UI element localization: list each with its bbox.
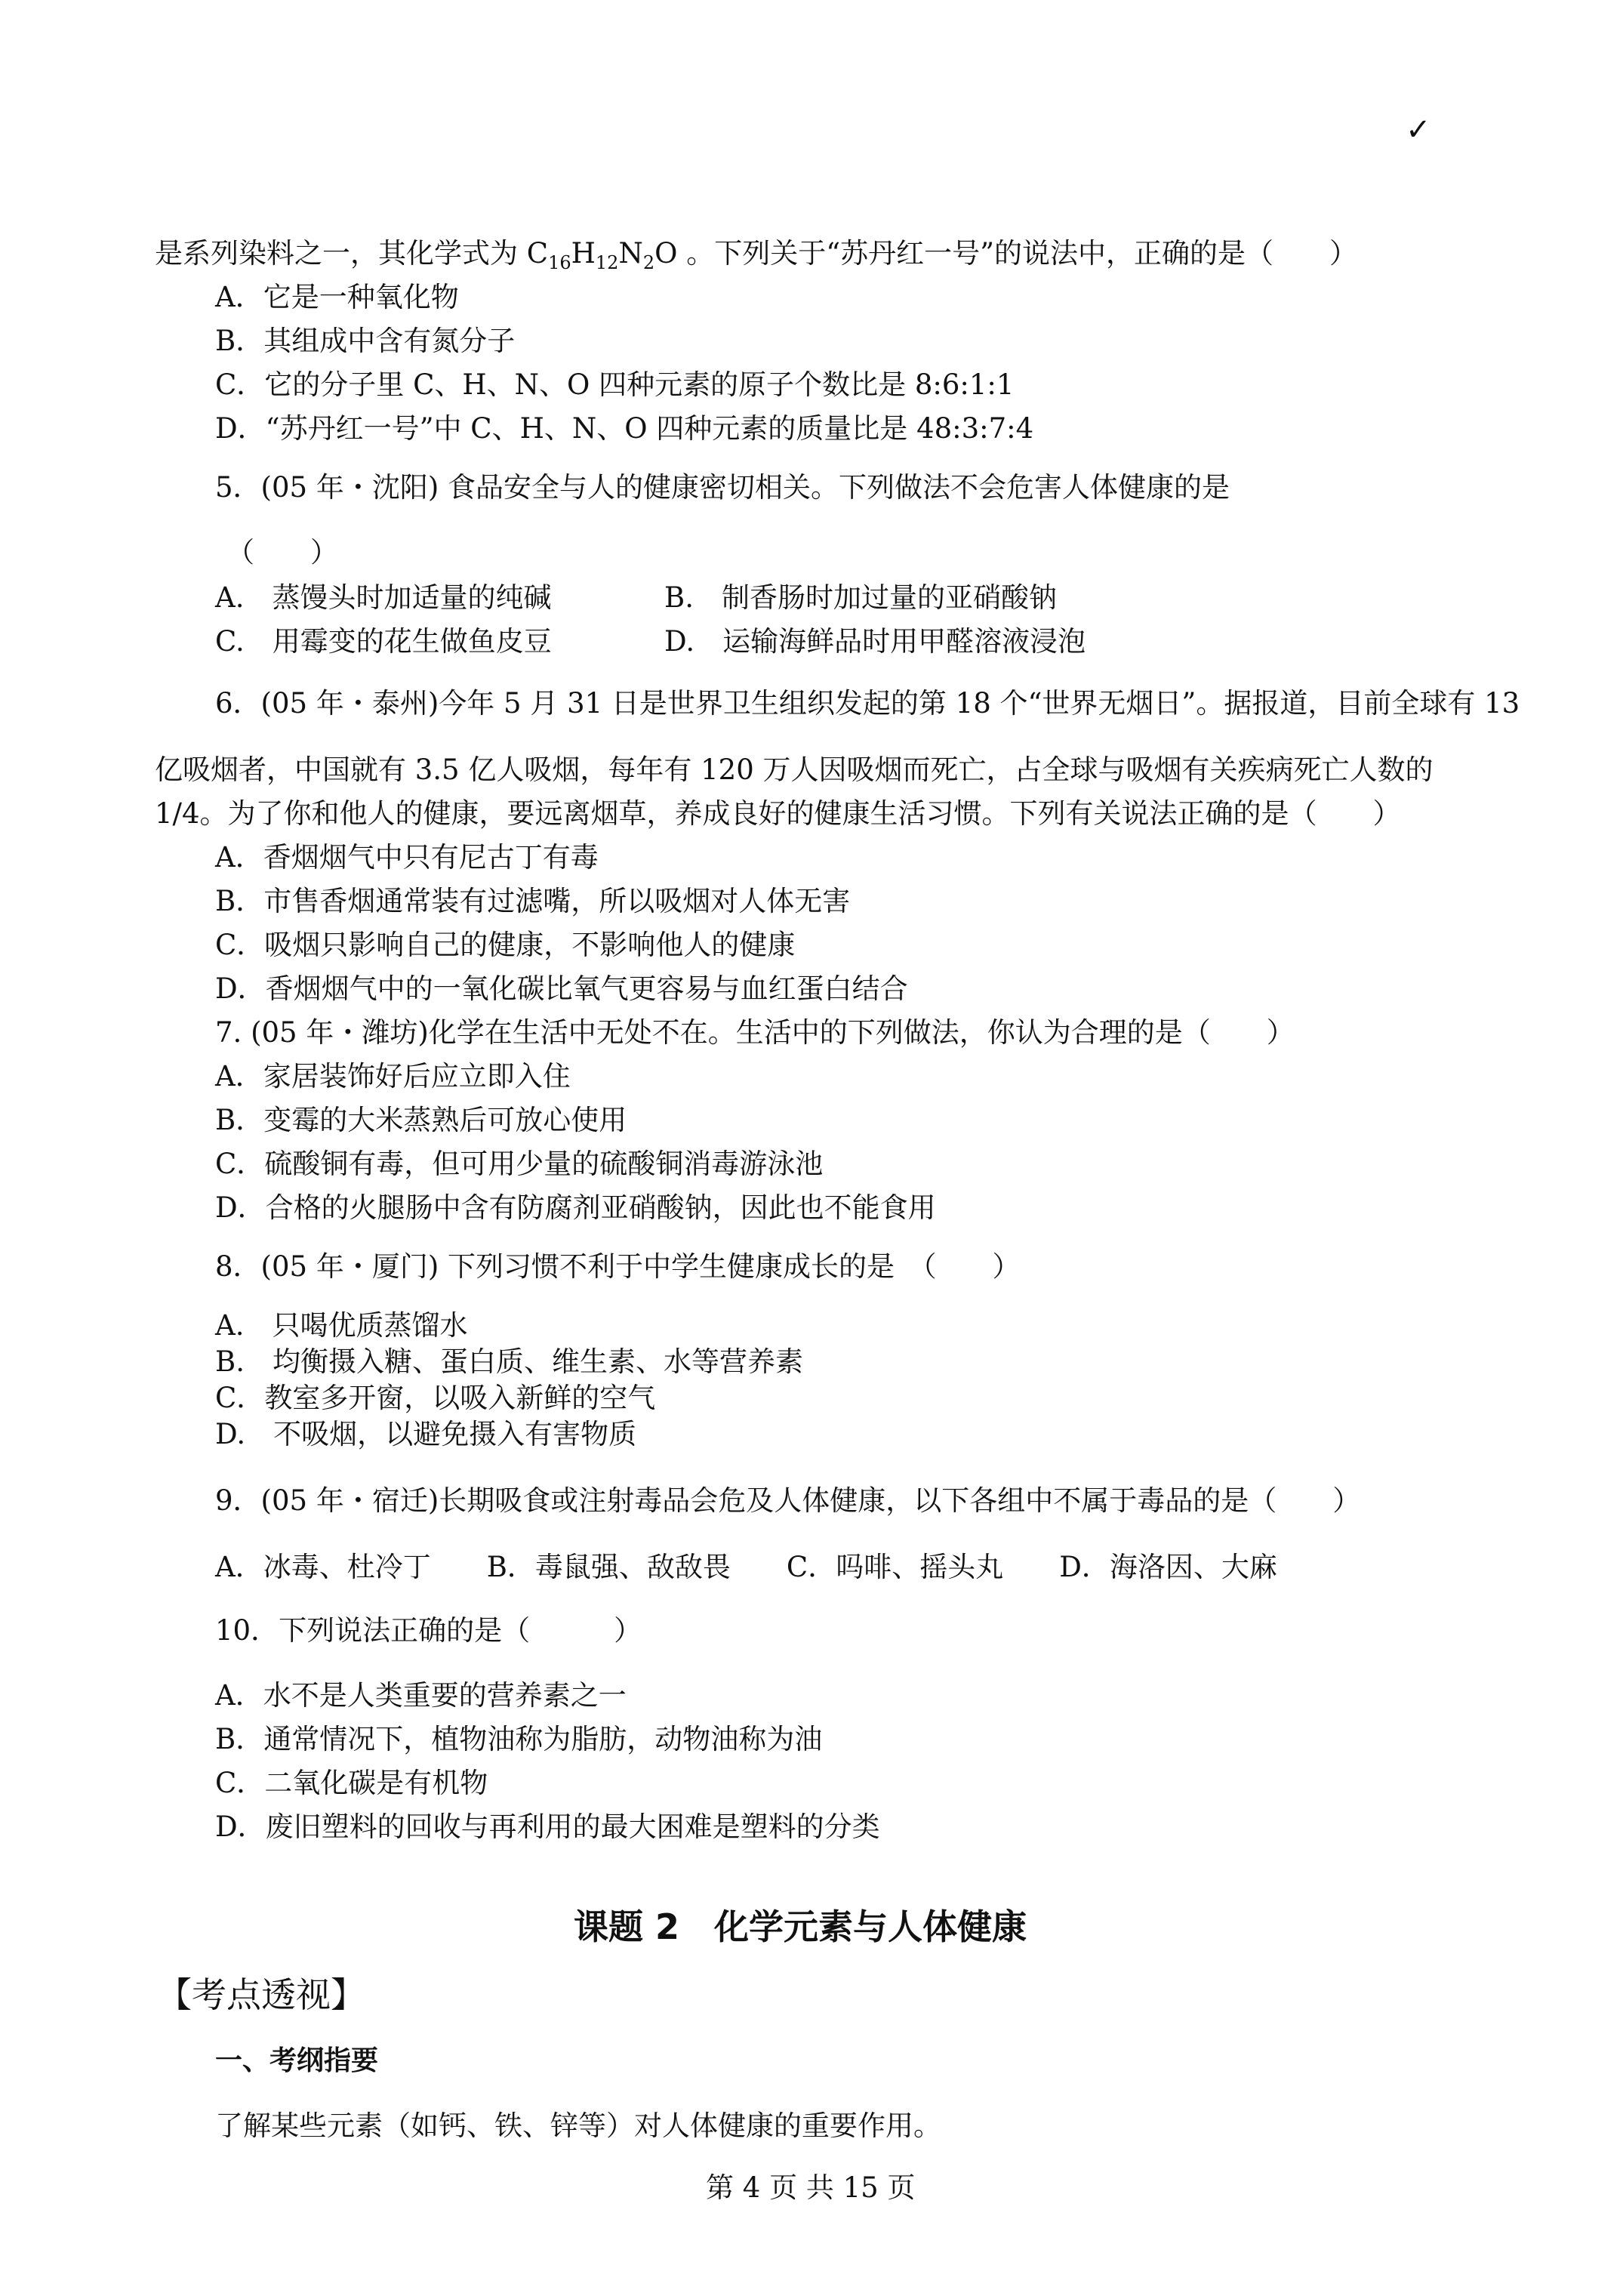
- q5-stem: 5．(05 年・沈阳) 食品安全与人的健康密切相关。下列做法不会危害人体健康的是: [215, 471, 1230, 504]
- q9-options: A．冰毒、杜冷丁 B．毒鼠强、敌敌畏 C．吗啡、摇头丸 D．海洛因、大麻: [215, 1551, 1277, 1583]
- q6-stem-line3: 1/4。为了你和他人的健康，要远离烟草，养成良好的健康生活习惯。下列有关说法正确的是（ ）: [155, 797, 1401, 830]
- q10-option-d: D．废旧塑料的回收与再利用的最大困难是塑料的分类: [215, 1811, 880, 1843]
- q5-option-c: C. 用霉变的花生做鱼皮豆: [215, 625, 552, 658]
- q7-option-b: B．变霉的大米蒸熟后可放心使用: [215, 1104, 627, 1136]
- q6-option-d: D．香烟烟气中的一氧化碳比氧气更容易与血红蛋白结合: [215, 972, 908, 1005]
- q8-option-b: B. 均衡摄入糖、蛋白质、维生素、水等营养素: [215, 1345, 803, 1378]
- q6-option-b: B．市售香烟通常装有过滤嘴，所以吸烟对人体无害: [215, 885, 851, 917]
- q8-option-c: C．教室多开窗，以吸入新鲜的空气: [215, 1382, 656, 1414]
- q6-stem-line1: 6．(05 年・泰州)今年 5 月 31 日是世界卫生组织发起的第 18 个“世界无烟日”。据报道，目前全球有 13: [215, 687, 1520, 720]
- lesson-body: 了解某些元素（如钙、铁、锌等）对人体健康的重要作用。: [215, 2110, 941, 2142]
- q6-option-a: A．香烟烟气中只有尼古丁有毒: [215, 841, 599, 874]
- q5-option-d: D. 运输海鲜品时用甲醛溶液浸泡: [664, 625, 1086, 658]
- q5-option-b: B. 制香肠时加过量的亚硝酸钠: [664, 581, 1057, 614]
- q7-option-a: A．家居装饰好后应立即入住: [215, 1060, 571, 1093]
- q10-option-a: A．水不是人类重要的营养素之一: [215, 1679, 627, 1712]
- q6-stem-line2: 亿吸烟者，中国就有 3.5 亿人吸烟，每年有 120 万人因吸烟而死亡，占全球与吸烟有关疾病死亡人数的: [155, 754, 1434, 786]
- q10-option-b: B．通常情况下，植物油称为脂肪，动物油称为油: [215, 1723, 823, 1755]
- q10-option-c: C．二氧化碳是有机物: [215, 1767, 488, 1799]
- q8-stem: 8．(05 年・厦门) 下列习惯不利于中学生健康成长的是 （ ）: [215, 1250, 1021, 1283]
- q7-stem: 7. (05 年・潍坊)化学在生活中无处不在。生活中的下列做法，你认为合理的是（ ）: [215, 1016, 1295, 1049]
- sub-heading: 一、考纲指要: [215, 2045, 379, 2076]
- q7-option-d: D．合格的火腿肠中含有防腐剂亚硝酸钠，因此也不能食用: [215, 1191, 936, 1224]
- q4-option-c: C．它的分子里 C、H、N、O 四种元素的原子个数比是 8:6:1:1: [215, 368, 1015, 401]
- section-heading: 【考点透视】: [157, 1974, 365, 2015]
- q4-option-d: D．“苏丹红一号”中 C、H、N、O 四种元素的质量比是 48:3:7:4: [215, 412, 1034, 445]
- q9-stem: 9．(05 年・宿迁)长期吸食或注射毒品会危及人体健康，以下各组中不属于毒品的是（ ）: [215, 1484, 1361, 1517]
- q5-option-a: A. 蒸馒头时加适量的纯碱: [215, 581, 552, 614]
- q7-option-c: C．硫酸铜有毒，但可用少量的硫酸铜消毒游泳池: [215, 1148, 824, 1180]
- q5-answer-paren: （ ）: [226, 536, 338, 569]
- page-footer: 第 4 页 共 15 页: [706, 2171, 916, 2204]
- q6-option-c: C．吸烟只影响自己的健康，不影响他人的健康: [215, 929, 796, 961]
- q4-stem: 是系列染料之一，其化学式为 $C_{16}H_{12}N_2O$ 。下列关于“苏丹红一号”的说法中，正确的是（ ）: [155, 237, 1358, 273]
- check-mark: ✓: [1406, 112, 1431, 147]
- lesson-title: 课题 2 化学元素与人体健康: [574, 1906, 1027, 1947]
- q8-option-d: D. 不吸烟，以避免摄入有害物质: [215, 1418, 637, 1450]
- q4-option-a: A．它是一种氧化物: [215, 281, 459, 313]
- q10-stem: 10．下列说法正确的是（ ）: [215, 1614, 642, 1647]
- q4-option-b: B．其组成中含有氮分子: [215, 325, 516, 357]
- q8-option-a: A. 只喝优质蒸馏水: [215, 1309, 468, 1342]
